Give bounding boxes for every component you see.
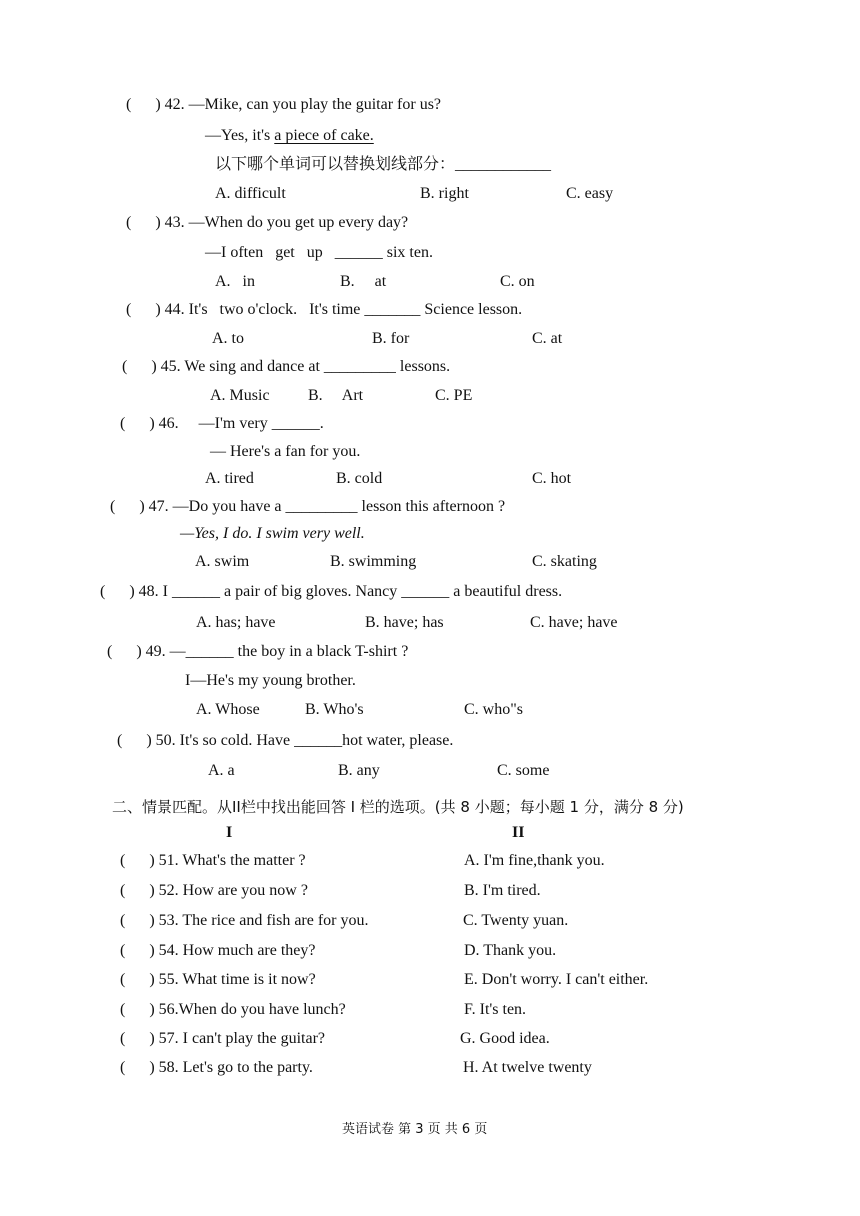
q48-option-c: C. have; have (530, 614, 618, 631)
match-answer-b: B. I'm tired. (464, 882, 541, 899)
match-question-54: ( ) 54. How much are they? (120, 942, 316, 959)
q46-line2: — Here's a fan for you. (210, 443, 361, 460)
q49-line2: I—He's my young brother. (185, 672, 356, 689)
q48-option-a: A. has; have (196, 614, 276, 631)
q45-option-a: A. Music (210, 387, 270, 404)
q42-prompt: 以下哪个单词可以替换划线部分：____________ (215, 156, 552, 173)
column-heading-ii: II (512, 824, 525, 841)
q47-stem: ( ) 47. —Do you have a _________ lesson this afternoon ? (110, 498, 506, 515)
section-heading: 二、情景匹配。从II栏中找出能回答 I 栏的选项。(共 8 小题；每小题 1 分，满分 8 分) (112, 798, 684, 816)
q42-stem: ( ) 42. —Mike, can you play the guitar for us? (126, 96, 442, 113)
q42-option-c: C. easy (566, 185, 614, 202)
q49-stem: ( ) 49. —______ the boy in a black T-shirt ? (107, 643, 409, 660)
q50-stem: ( ) 50. It's so cold. Have ______hot water, please. (117, 732, 454, 749)
match-question-56: ( ) 56.When do you have lunch? (120, 1001, 346, 1018)
match-question-51: ( ) 51. What's the matter ? (120, 852, 306, 869)
q49-option-a: A. Whose (196, 701, 260, 718)
q50-option-b: B. any (338, 762, 380, 779)
q50-option-c: C. some (497, 762, 550, 779)
q50-option-a: A. a (208, 762, 235, 779)
q44-stem: ( ) 44. It's two o'clock. It's time _______ Science lesson. (126, 301, 523, 318)
match-answer-c: C. Twenty yuan. (463, 912, 569, 929)
q48-stem: ( ) 48. I ______ a pair of big gloves. Nancy ______ a beautiful dress. (100, 583, 563, 600)
q46-option-b: B. cold (336, 470, 383, 487)
match-answer-f: F. It's ten. (464, 1001, 527, 1018)
column-heading-i: I (226, 824, 233, 841)
q47-line2: —Yes, I do. I swim very well. (180, 525, 365, 542)
q46-option-c: C. hot (532, 470, 572, 487)
q47-option-b: B. swimming (330, 553, 417, 570)
q42-answer (205, 126, 374, 146)
match-answer-d: D. Thank you. (464, 942, 557, 959)
match-question-57: ( ) 57. I can't play the guitar? (120, 1030, 326, 1047)
q43-option-a: A. in (215, 273, 255, 290)
match-question-58: ( ) 58. Let's go to the party. (120, 1059, 313, 1076)
q45-option-b: B. Art (308, 387, 364, 404)
q46-option-a: A. tired (205, 470, 254, 487)
q46-stem: ( ) 46. —I'm very ______. (120, 415, 324, 432)
q43-option-c: C. on (500, 273, 535, 290)
match-answer-h: H. At twelve twenty (463, 1059, 592, 1076)
q47-option-a: A. swim (195, 553, 250, 570)
q43-line2: —I often get up ______ six ten. (205, 244, 433, 261)
q47-option-c: C. skating (532, 553, 597, 570)
q45-stem: ( ) 45. We sing and dance at _________ lessons. (122, 358, 451, 375)
q49-option-b: B. Who's (305, 701, 364, 718)
q48-option-b: B. have; has (365, 614, 444, 631)
q42-option-a: A. difficult (215, 185, 286, 202)
q43-stem: ( ) 43. —When do you get up every day? (126, 214, 409, 231)
page-footer: 英语试卷 第 3 页 共 6 页 (342, 1122, 488, 1137)
match-answer-g: G. Good idea. (460, 1030, 550, 1047)
q44-option-b: B. for (372, 330, 410, 347)
match-question-52: ( ) 52. How are you now ? (120, 882, 308, 899)
q42-option-b: B. right (420, 185, 469, 202)
q45-option-c: C. PE (435, 387, 473, 404)
q44-option-a: A. to (212, 330, 244, 347)
q44-option-c: C. at (532, 330, 563, 347)
q43-option-b: B. at (340, 273, 387, 290)
match-question-53: ( ) 53. The rice and fish are for you. (120, 912, 369, 929)
match-answer-a: A. I'm fine,thank you. (464, 852, 605, 869)
q42-underlined-phrase: a piece of cake. (274, 127, 374, 144)
q49-option-c: C. who"s (464, 701, 523, 718)
match-answer-e: E. Don't worry. I can't either. (464, 971, 649, 988)
match-question-55: ( ) 55. What time is it now? (120, 971, 316, 988)
q42-answer-prefix: —Yes, it's (205, 127, 275, 144)
